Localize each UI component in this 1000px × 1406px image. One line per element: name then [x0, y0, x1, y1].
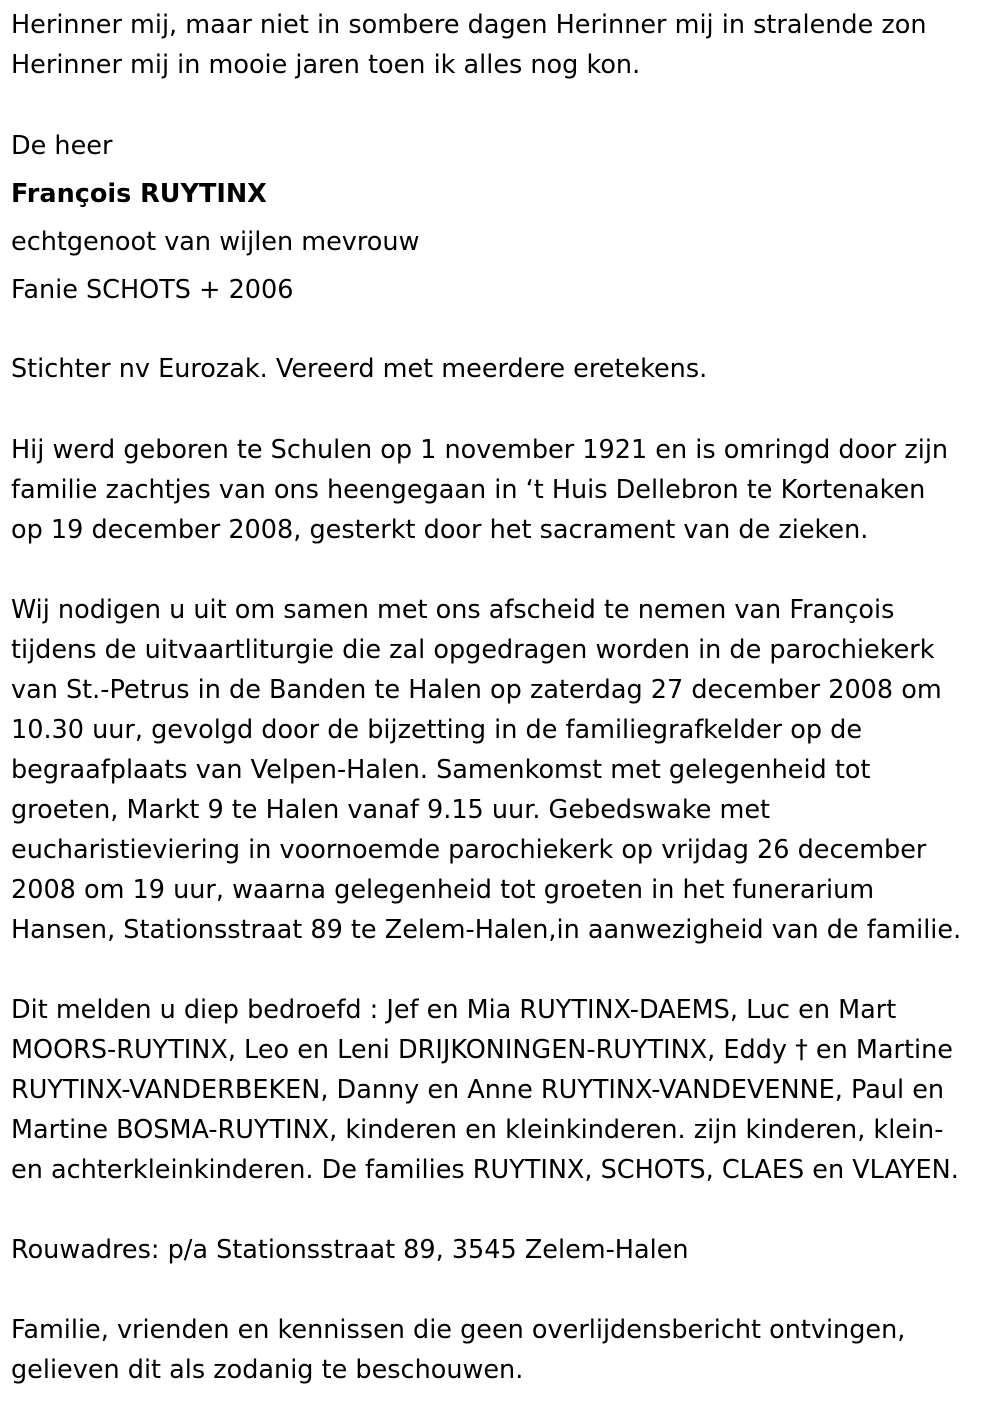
- honorific: De heer: [11, 131, 113, 161]
- founder-text: Stichter nv Eurozak. Vereerd met meerdere eretekens.: [11, 354, 708, 384]
- spouse-intro: echtgenoot van wijlen mevrouw: [11, 227, 420, 257]
- deceased-name: François RUYTINX: [11, 179, 267, 209]
- address-text: Rouwadres: p/a Stationsstraat 89, 3545 Zelem-Halen: [11, 1235, 689, 1265]
- spouse-name: Fanie SCHOTS + 2006: [11, 275, 294, 305]
- family-text: Dit melden u diep bedroefd : Jef en Mia RUYTINX-DAEMS, Luc en Mart MOORS-RUYTINX, Leo en Leni DRIJKONINGEN-RUYTINX, Eddy † en Martine RUYTINX-VANDERBEKEN, Danny en Anne RUYTINX-VANDEVENNE, Paul en Martine BOSMA-RUYTINX, kinderen en kleinkinderen. zijn kinderen, klein- en achterkleinkinderen. De families RUYTINX, SCHOTS, CLAES en VLAYEN.: [11, 995, 959, 1185]
- invitation-text: Wij nodigen u uit om samen met ons afscheid te nemen van François tijdens de uitvaartliturgie die zal opgedragen worden in de parochiekerk van St.-Petrus in de Banden te Halen op zaterdag 27 december 2008 om 10.30 uur, gevolgd door de bijzetting in de familiegrafkelder op de begraafplaats van Velpen-Halen. Samenkomst met gelegenheid tot groeten, Markt 9 te Halen vanaf 9.15 uur. Gebedswake met eucharistieviering in voornoemde parochiekerk op vrijdag 26 december 2008 om 19 uur, waarna gelegenheid tot groeten in het funerarium Hansen, Stationsstraat 89 te Zelem-Halen,in aanwezigheid van de familie.: [11, 595, 962, 945]
- poem-text: Herinner mij, maar niet in sombere dagen Herinner mij in stralende zon Herinner mij in mooie jaren toen ik alles nog kon.: [11, 10, 927, 80]
- closing-text: Familie, vrienden en kennissen die geen overlijdensbericht ontvingen, gelieven dit als zodanig te beschouwen.: [11, 1315, 906, 1385]
- birth-death-text: Hij werd geboren te Schulen op 1 november 1921 en is omringd door zijn familie zachtjes van ons heengegaan in ‘t Huis Dellebron te Kortenaken op 19 december 2008, gesterkt door het sacrament van de zieken.: [11, 435, 949, 545]
